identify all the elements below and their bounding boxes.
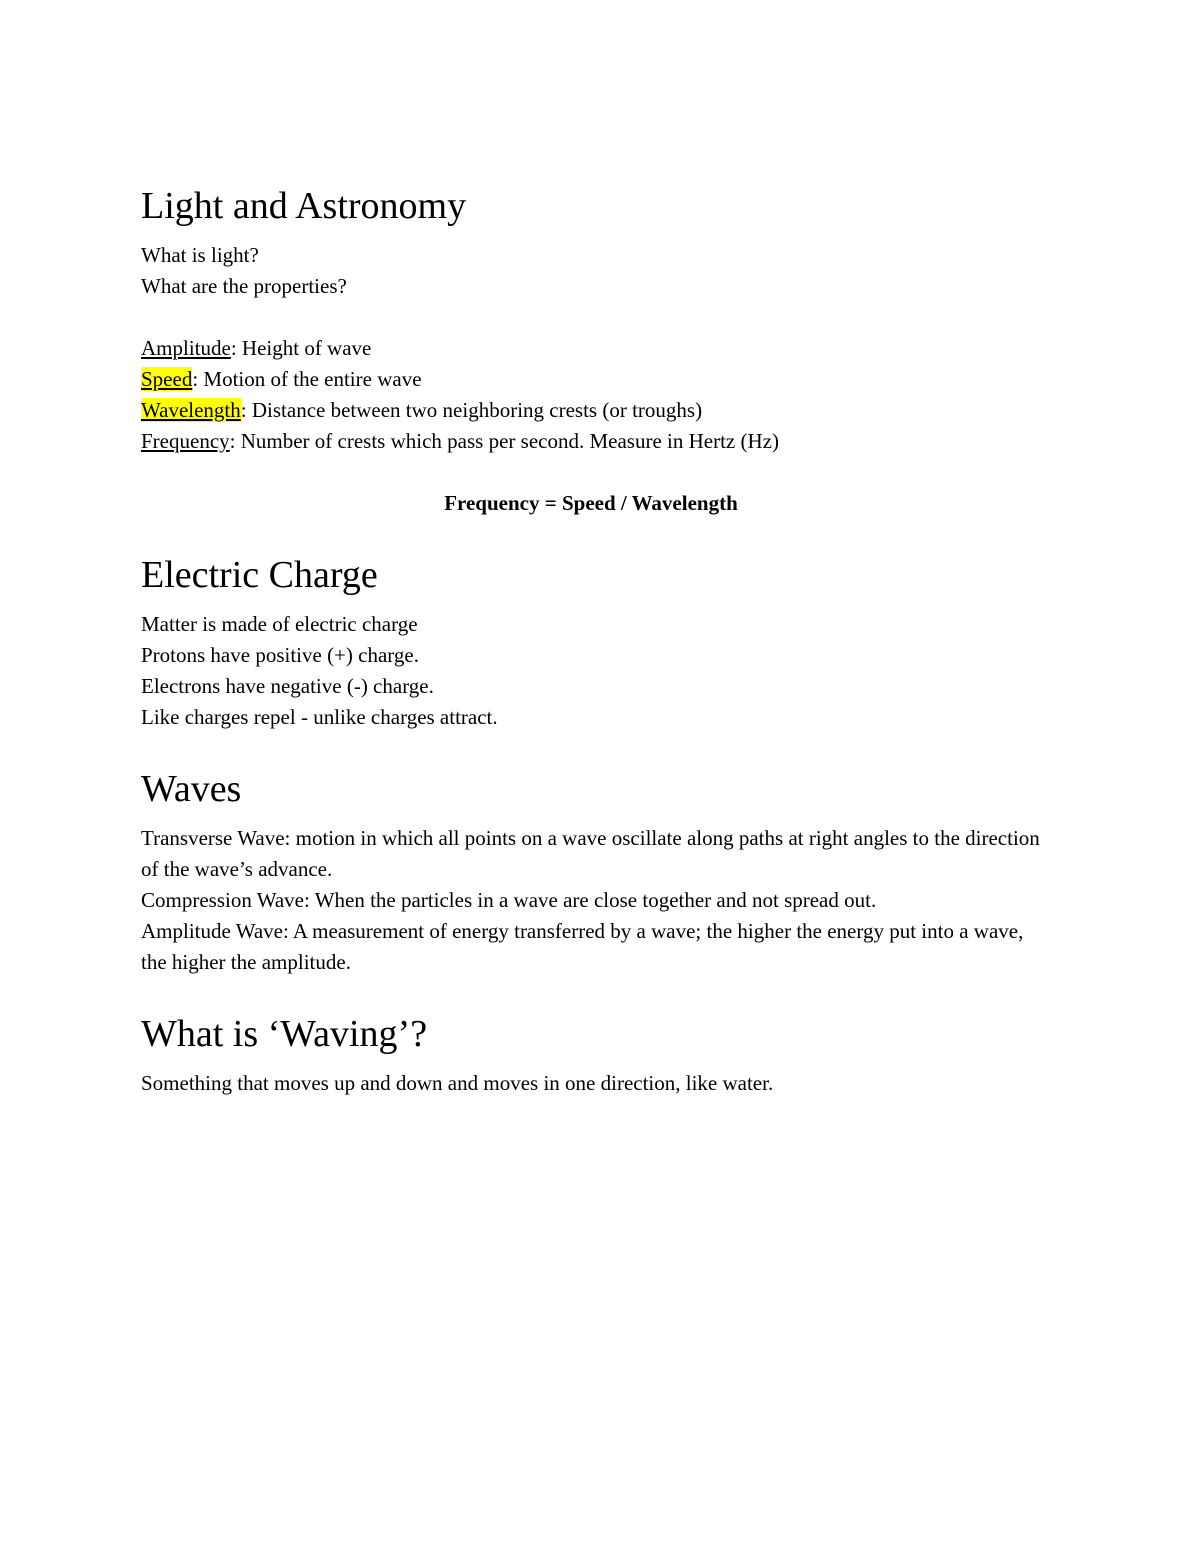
charge-line: Electrons have negative (-) charge.	[141, 674, 434, 698]
term-amplitude: Amplitude	[141, 336, 231, 360]
waving-line: Something that moves up and down and moves in one direction, like water.	[141, 1071, 774, 1095]
frequency-formula: Frequency = Speed / Wavelength	[444, 491, 738, 515]
term-frequency: Frequency	[141, 429, 230, 453]
charge-line: Protons have positive (+) charge.	[141, 643, 419, 667]
definition-frequency-text: : Number of crests which pass per second. Measure in Hertz (Hz)	[229, 429, 779, 453]
heading-electric-charge: Electric Charge	[141, 554, 378, 596]
definition-frequency	[141, 426, 1041, 457]
definition-amplitude-text: : Height of wave	[230, 336, 372, 360]
term-wavelength: Wavelength	[141, 398, 241, 422]
heading-what-is-waving: What is ‘Waving’?	[141, 1013, 428, 1055]
charge-line: Matter is made of electric charge	[141, 612, 418, 636]
question-what-is-light: What is light?	[141, 243, 259, 267]
charge-line: Like charges repel - unlike charges attract.	[141, 705, 498, 729]
document-page	[141, 184, 1041, 1099]
definition-wavelength	[141, 395, 1041, 426]
waves-line-compression: Compression Wave: When the particles in a wave are close together and not spread out.	[141, 888, 877, 912]
definition-speed-text: : Motion of the entire wave	[192, 367, 422, 391]
term-speed: Speed	[141, 367, 193, 391]
definition-amplitude	[141, 333, 1041, 364]
waves-line-transverse: Transverse Wave: motion in which all points on a wave oscillate along paths at right angles to the direction of the wave’s advance.	[141, 826, 1040, 881]
heading-light-and-astronomy: Light and Astronomy	[141, 185, 467, 227]
definition-speed	[141, 364, 1041, 395]
heading-waves: Waves	[141, 768, 242, 810]
definition-wavelength-text: : Distance between two neighboring crests (or troughs)	[240, 398, 703, 422]
question-properties: What are the properties?	[141, 274, 347, 298]
waves-line-amplitude: Amplitude Wave: A measurement of energy transferred by a wave; the higher the energy put into a wave, the higher the amplitude.	[141, 919, 1024, 974]
